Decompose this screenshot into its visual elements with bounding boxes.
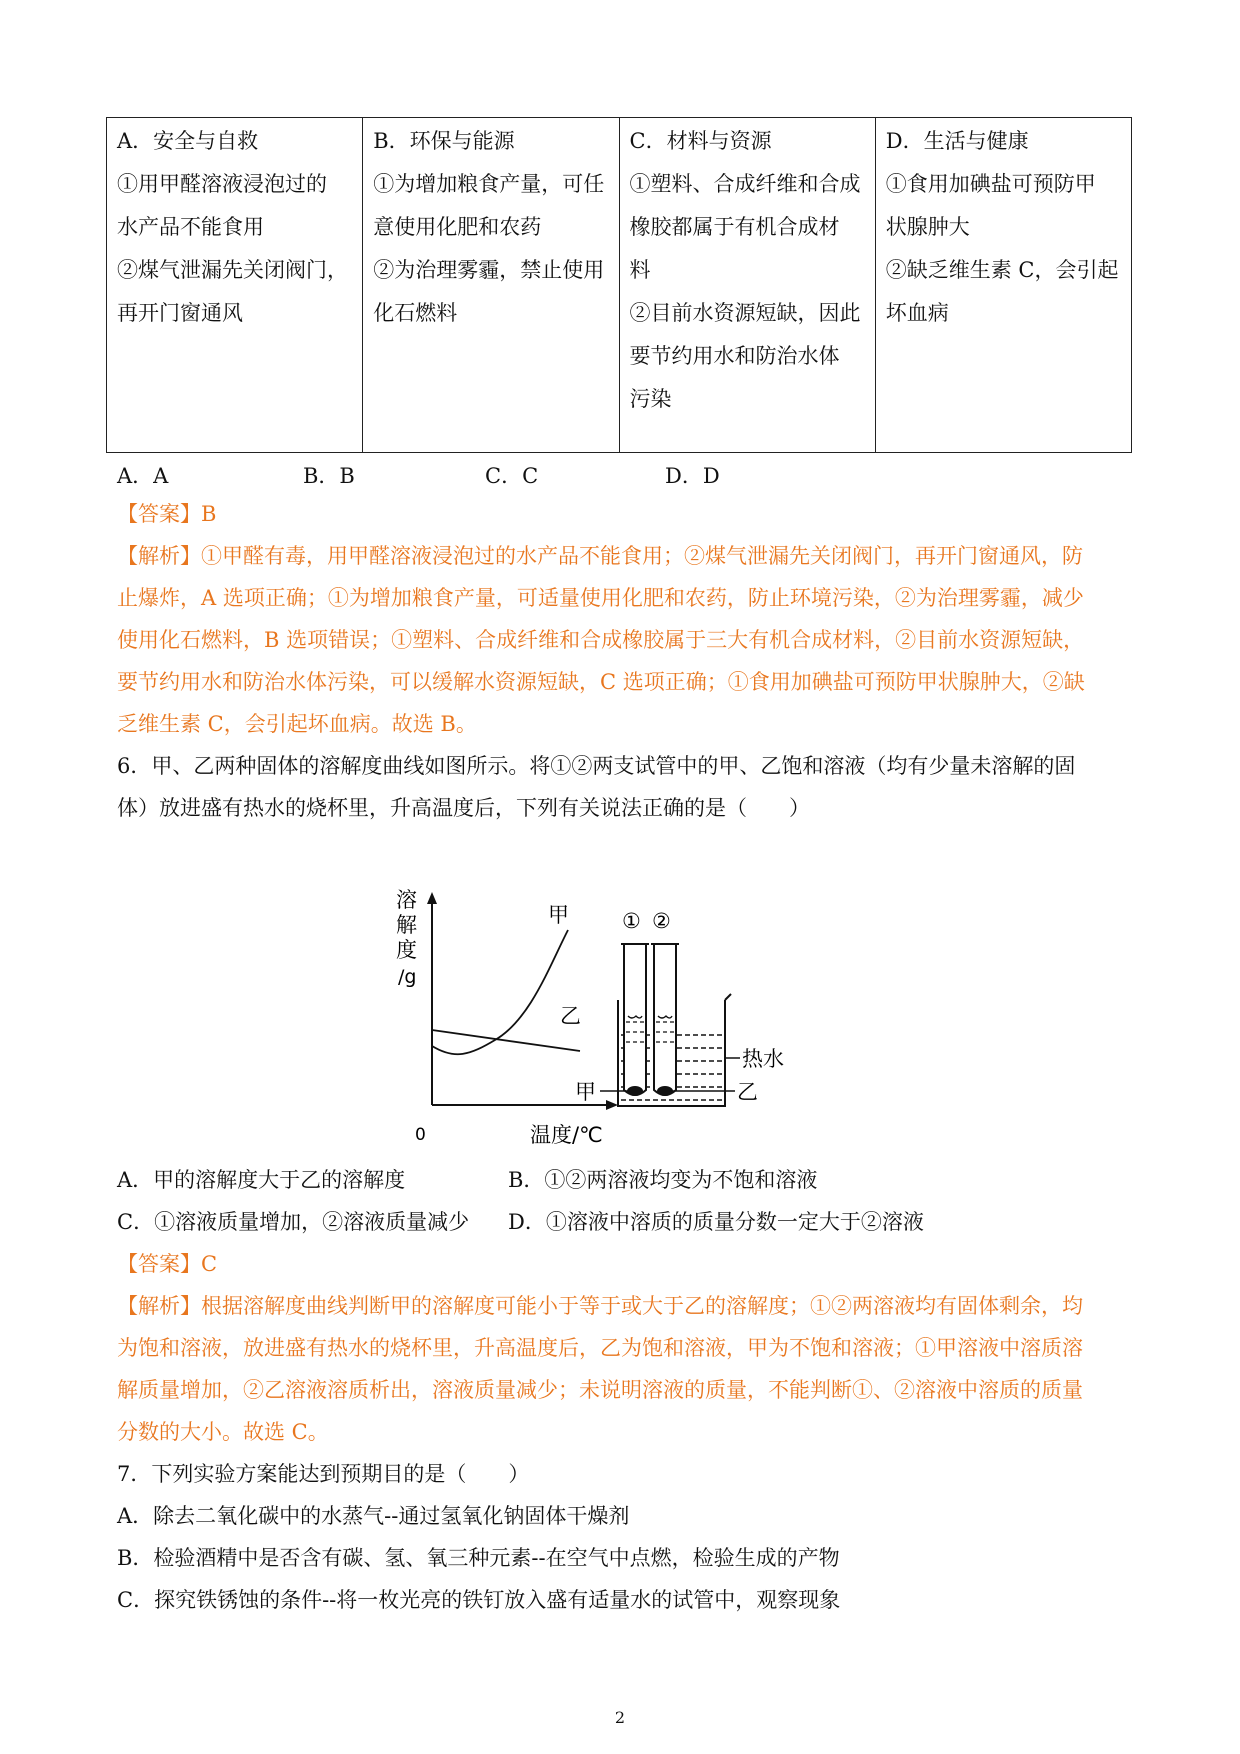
- y-label-char: 度: [396, 938, 417, 962]
- table-cell-line: ①为增加粮食产量，可任: [373, 172, 605, 196]
- table-col-c: [619, 118, 875, 453]
- table-cell-line: 坏血病: [885, 301, 949, 325]
- q5-choice-a: A．A: [117, 464, 169, 488]
- options-table: [106, 117, 1132, 453]
- q6-analysis-line: 解质量增加，②乙溶液溶质析出，溶液质量减少；未说明溶液的质量，不能判断①、②溶液中溶质的质量: [117, 1378, 1083, 1402]
- curve-a: [432, 930, 568, 1054]
- table-col-head: C．材料与资源: [629, 129, 772, 153]
- q6-answer: 【答案】C: [117, 1252, 218, 1276]
- q6-choice-c: C．①溶液质量增加，②溶液质量减少: [117, 1210, 470, 1234]
- q5-answer: 【答案】B: [117, 502, 217, 526]
- table-col-d: [875, 118, 1131, 453]
- q7-stem: 7．下列实验方案能达到预期目的是（ ）: [117, 1462, 530, 1486]
- q7-choice-b: B．检验酒精中是否含有碳、氢、氧三种元素--在空气中点燃，检验生成的产物: [117, 1546, 840, 1570]
- q5-choice-c: C．C: [485, 464, 539, 488]
- table-cell-line: 意使用化肥和农药: [373, 215, 542, 239]
- table-cell-line: 化石燃料: [373, 301, 458, 325]
- q5-analysis-line: 乏维生素 C，会引起坏血病。故选 B。: [117, 712, 477, 736]
- x-axis-arrow: [606, 1100, 618, 1110]
- left-solid-label: 甲: [575, 1080, 596, 1104]
- table-cell-line: ②煤气泄漏先关闭阀门，: [117, 258, 348, 282]
- table-cell-line: 橡胶都属于有机合成材: [629, 215, 840, 239]
- y-label-char: 溶: [396, 888, 417, 912]
- table-cell-line: ①塑料、合成纤维和合成: [629, 172, 861, 196]
- q7-choice-c: C．探究铁锈蚀的条件--将一枚光亮的铁钉放入盛有适量水的试管中，观察现象: [117, 1588, 841, 1612]
- table-col-head: A．安全与自救: [117, 129, 259, 153]
- q7-choice-a: A．除去二氧化碳中的水蒸气--通过氢氧化钠固体干燥剂: [117, 1504, 630, 1528]
- test-tube-1: [624, 944, 646, 1095]
- q6-analysis-line: 【解析】根据溶解度曲线判断甲的溶解度可能小于等于或大于乙的溶解度；①②两溶液均有固体剩余，均: [117, 1294, 1083, 1318]
- table-cell-line: 状腺肿大: [885, 215, 970, 239]
- q6-choice-a: A．甲的溶解度大于乙的溶解度: [117, 1168, 406, 1192]
- table-col-b: [363, 118, 619, 453]
- q5-analysis-line: 使用化石燃料，B 选项错误；①塑料、合成纤维和合成橡胶属于三大有机合成材料，②目前水资源短缺，: [117, 628, 1085, 652]
- curve-a-label: 甲: [548, 903, 569, 927]
- q6-figure: [390, 880, 860, 1150]
- hot-water-label: 热水: [742, 1047, 784, 1071]
- q5-analysis-line: 要节约用水和防治水体污染，可以缓解水资源短缺，C 选项正确；①食用加碘盐可预防甲状腺肿大，②缺: [117, 670, 1085, 694]
- q6-analysis-line: 为饱和溶液，放进盛有热水的烧杯里，升高温度后，乙为饱和溶液，甲为不饱和溶液；①甲溶液中溶质溶: [117, 1336, 1083, 1360]
- table-cell-line: 水产品不能食用: [117, 215, 264, 239]
- y-label-char: /g: [398, 966, 417, 988]
- q6-choice-b: B．①②两溶液均变为不饱和溶液: [508, 1168, 818, 1192]
- table-cell-line: ②为治理雾霾，禁止使用: [373, 258, 605, 282]
- q6-analysis-line: 分数的大小。故选 C。: [117, 1420, 329, 1444]
- tube2-label: ②: [652, 909, 671, 933]
- test-tube-2: [654, 944, 676, 1095]
- curve-b-label: 乙: [560, 1004, 581, 1028]
- table-cell-line: 料: [629, 258, 651, 282]
- right-solid-label: 乙: [737, 1080, 758, 1104]
- table-cell-line: 再开门窗通风: [117, 301, 243, 325]
- table-cell-line: ②缺乏维生素 C，会引起: [885, 258, 1119, 282]
- table-cell-line: 要节约用水和防治水体: [629, 344, 840, 368]
- y-label-char: 解: [396, 913, 417, 937]
- page-number: 2: [614, 1708, 626, 1727]
- q6-stem-line: 体）放进盛有热水的烧杯里，升高温度后，下列有关说法正确的是（ ）: [117, 796, 810, 820]
- table-cell-line: ②目前水资源短缺，因此: [629, 301, 861, 325]
- y-axis-arrow: [427, 892, 437, 904]
- q5-analysis-line: 止爆炸，A 选项正确；①为增加粮食产量，可适量使用化肥和农药，防止环境污染，②为治理雾霾，减少: [117, 586, 1084, 610]
- table-col-head: B．环保与能源: [373, 129, 515, 153]
- x-axis-label: 温度/℃: [530, 1123, 603, 1147]
- table-cell-line: ①用甲醛溶液浸泡过的: [117, 172, 327, 196]
- table-col-head: D．生活与健康: [885, 129, 1029, 153]
- q5-choice-d: D．D: [665, 464, 720, 488]
- tube1-label: ①: [622, 909, 641, 933]
- q6-figure-svg: [390, 880, 860, 1150]
- table-cell-line: 污染: [629, 387, 672, 411]
- q6-choice-d: D．①溶液中溶质的质量分数一定大于②溶液: [508, 1210, 924, 1234]
- q5-analysis-line: 【解析】①甲醛有毒，用甲醛溶液浸泡过的水产品不能食用；②煤气泄漏先关闭阀门，再开门窗通风，防: [117, 544, 1083, 568]
- q6-stem-line: 6．甲、乙两种固体的溶解度曲线如图所示。将①②两支试管中的甲、乙饱和溶液（均有少量未溶解的固: [117, 754, 1076, 778]
- table-col-a: [107, 118, 363, 453]
- q5-choice-b: B．B: [303, 464, 355, 488]
- origin-label: 0: [415, 1125, 426, 1145]
- table-cell-line: ①食用加碘盐可预防甲: [885, 172, 1096, 196]
